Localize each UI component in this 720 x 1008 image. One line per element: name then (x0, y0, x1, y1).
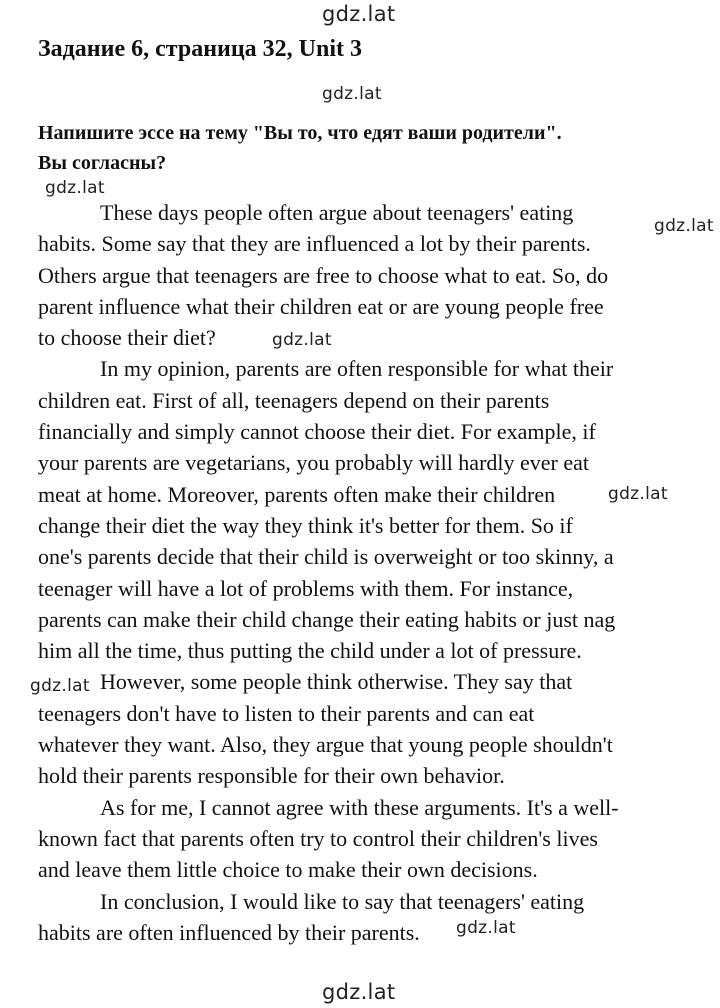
essay-line: one's parents decide that their child is overweight or too skinny, a (38, 544, 614, 570)
watermark: gdz.lat (45, 178, 105, 198)
watermark: gdz.lat (456, 918, 516, 938)
essay-line: However, some people think otherwise. They say that (100, 669, 573, 695)
watermark: gdz.lat (322, 84, 382, 104)
watermark: gdz.lat (608, 484, 668, 504)
essay-body (38, 197, 678, 948)
task-line: Вы согласны? (38, 152, 167, 174)
essay-line: children eat. First of all, teenagers depend on their parents (38, 387, 550, 413)
essay-line: habits are often influenced by their parents. (38, 919, 420, 945)
essay-line: him all the time, thus putting the child under a lot of pressure. (38, 638, 582, 664)
essay-line: parents can make their child change their eating habits or just nag (38, 606, 616, 632)
watermark: gdz.lat (30, 676, 90, 696)
essay-line: hold their parents responsible for their own behavior. (38, 763, 505, 789)
task-line: Напишите эссе на тему "Вы то, что едят ваши родители". (38, 122, 562, 144)
watermark: gdz.lat (322, 980, 396, 1004)
essay-line: parent influence what their children eat or are young people free (38, 293, 604, 319)
essay-line: teenager will have a lot of problems with them. For instance, (38, 575, 574, 601)
watermark: gdz.lat (654, 216, 714, 236)
watermark: gdz.lat (322, 2, 396, 26)
essay-paragraph (38, 197, 678, 353)
essay-paragraph (38, 666, 678, 791)
task-statement (38, 118, 678, 178)
essay-line: teenagers don't have to listen to their parents and can eat (38, 700, 535, 726)
essay-line: Others argue that teenagers are free to choose what to eat. So, do (38, 262, 609, 288)
essay-paragraph (38, 886, 678, 949)
watermark: gdz.lat (272, 330, 332, 350)
essay-line: to choose their diet? (38, 325, 216, 351)
essay-line: These days people often argue about teenagers' eating (100, 200, 574, 225)
essay-line: As for me, I cannot agree with these arguments. It's a well- (100, 794, 619, 820)
page-title: Задание 6, страница 32, Unit 3 (38, 36, 363, 62)
essay-line: financially and simply cannot choose their diet. For example, if (38, 419, 596, 445)
essay-line: In conclusion, I would like to say that teenagers' eating (100, 888, 585, 914)
essay-line: known fact that parents often try to control their children's lives (38, 825, 598, 851)
essay-line: In my opinion, parents are often responsible for what their (100, 356, 614, 382)
essay-line: whatever they want. Also, they argue that young people shouldn't (38, 732, 613, 758)
essay-paragraph (38, 792, 678, 886)
essay-line: change their diet the way they think it's better for them. So if (38, 512, 573, 538)
essay-line: and leave them little choice to make their own decisions. (38, 857, 538, 883)
essay-line: your parents are vegetarians, you probably will hardly ever eat (38, 450, 590, 476)
essay-paragraph (38, 353, 678, 666)
essay-line: habits. Some say that they are influenced a lot by their parents. (38, 231, 591, 257)
essay-line: meat at home. Moreover, parents often make their children (38, 481, 556, 507)
